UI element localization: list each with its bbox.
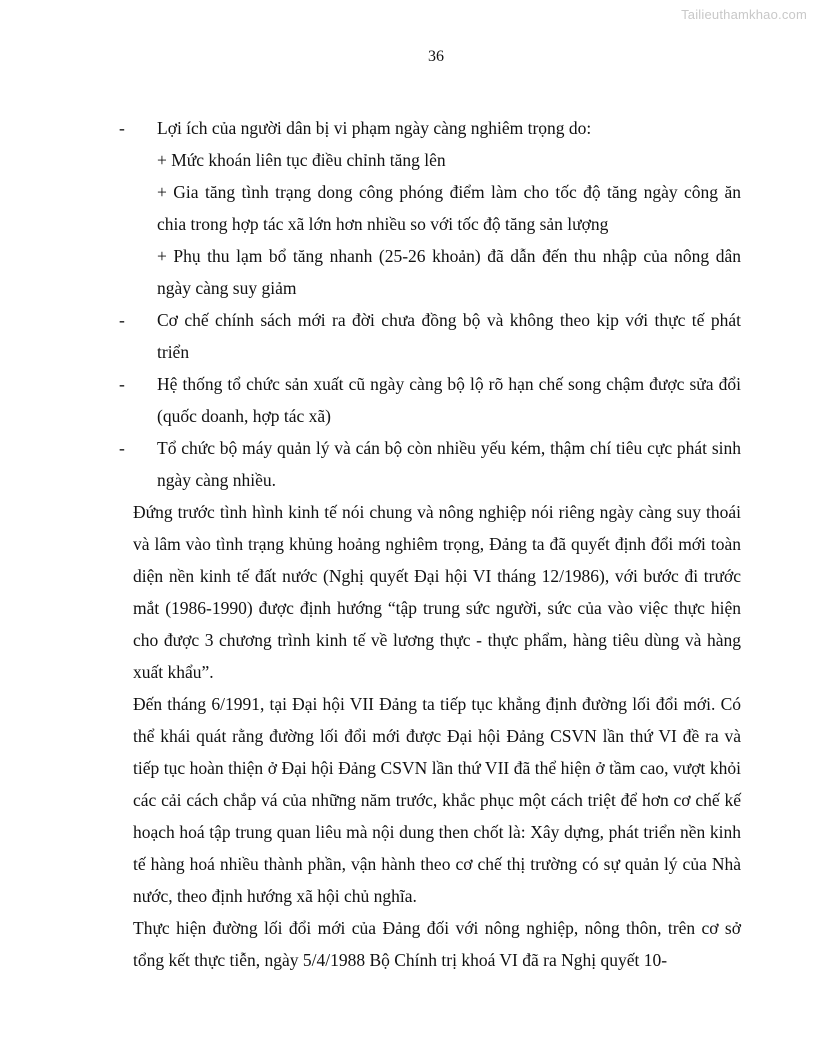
sub-item: + Phụ thu lạm bổ tăng nhanh (25-26 khoản) đã dẫn đến thu nhập của nông dân ngày càng suy giảm bbox=[157, 246, 741, 298]
sub-item: + Mức khoán liên tục điều chỉnh tăng lên bbox=[157, 150, 446, 170]
bullet-text: Lợi ích của người dân bị vi phạm ngày càng nghiêm trọng do: bbox=[157, 118, 592, 138]
paragraph: Đến tháng 6/1991, tại Đại hội VII Đảng ta tiếp tục khẳng định đường lối đổi mới. Có thể khái quát rằng đường lối đổi mới được Đại hội Đảng CSVN lần thứ VI đề ra và tiếp tục hoàn thiện ở Đại hội Đảng CSVN lần thứ VII đã thể hiện ở tầm cao, vượt khỏi các cải cách chắp vá của những năm trước, khắc phục một cách triệt để hơn cơ chế kế hoạch hoá tập trung quan liêu mà nội dung then chốt là: Xây dựng, phát triển nền kinh tế hàng hoá nhiều thành phần, vận hành theo cơ chế thị trường có sự quản lý của Nhà nước, theo định hướng xã hội chủ nghĩa. bbox=[133, 694, 741, 906]
watermark: Tailieuthamkhao.com bbox=[681, 7, 807, 22]
page-number: 36 bbox=[428, 48, 444, 65]
bullet-item bbox=[119, 304, 741, 368]
bullet-text: Cơ chế chính sách mới ra đời chưa đồng bộ và không theo kịp với thực tế phát triển bbox=[157, 310, 741, 362]
bullet-item bbox=[119, 432, 741, 496]
bullet-dash: - bbox=[119, 118, 125, 138]
bullet-text: Hệ thống tổ chức sản xuất cũ ngày càng bộ lộ rõ hạn chế song chậm được sửa đổi (quốc doanh, hợp tác xã) bbox=[157, 374, 741, 426]
paragraph: Thực hiện đường lối đổi mới của Đảng đối với nông nghiệp, nông thôn, trên cơ sở tổng kết thực tiễn, ngày 5/4/1988 Bộ Chính trị khoá VI đã ra Nghị quyết 10- bbox=[133, 918, 741, 970]
bullet-item bbox=[119, 112, 741, 144]
bullet-dash: - bbox=[119, 310, 125, 330]
sub-item: + Gia tăng tình trạng dong công phóng điểm làm cho tốc độ tăng ngày công ăn chia trong hợp tác xã lớn hơn nhiều so với tốc độ tăng sản lượng bbox=[157, 182, 741, 234]
bullet-item bbox=[119, 368, 741, 432]
paragraph: Đứng trước tình hình kinh tế nói chung và nông nghiệp nói riêng ngày càng suy thoái và lâm vào tình trạng khủng hoảng nghiêm trọng, Đảng ta đã quyết định đổi mới toàn diện nền kinh tế đất nước (Nghị quyết Đại hội VI tháng 12/1986), với bước đi trước mắt (1986-1990) được định hướng “tập trung sức người, sức của vào việc thực hiện cho được 3 chương trình kinh tế về lương thực - thực phẩm, hàng tiêu dùng và hàng xuất khẩu”. bbox=[133, 502, 741, 682]
bullet-text: Tổ chức bộ máy quản lý và cán bộ còn nhiều yếu kém, thậm chí tiêu cực phát sinh ngày càng nhiều. bbox=[157, 438, 741, 490]
bullet-dash: - bbox=[119, 438, 125, 458]
page-body bbox=[119, 112, 741, 976]
bullet-dash: - bbox=[119, 374, 125, 394]
